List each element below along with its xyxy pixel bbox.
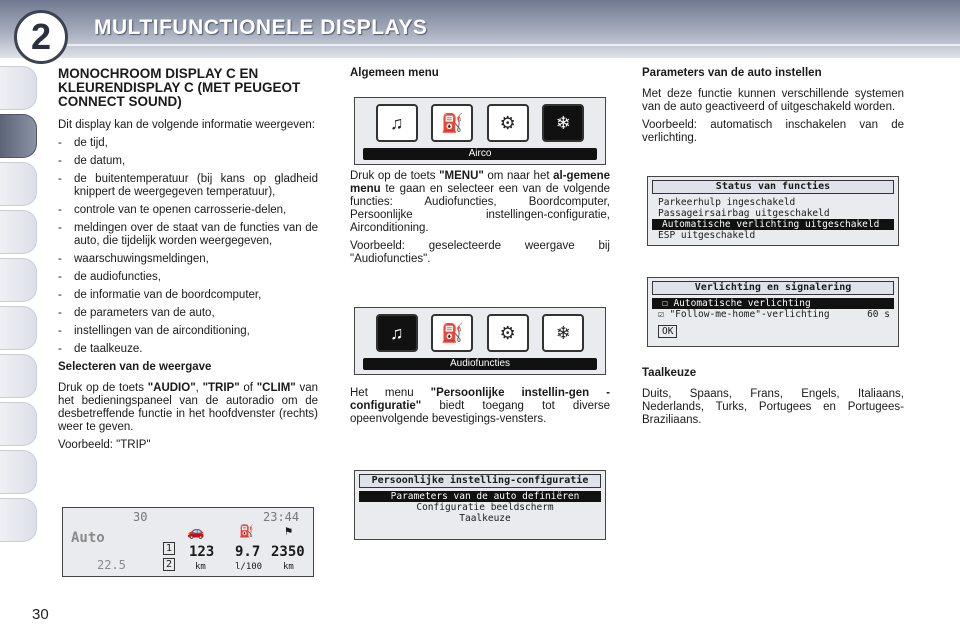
auto-label: Auto (71, 530, 105, 546)
example-audio-text: Voorbeeld: geselecteerde weergave bij "Audiofuncties". (350, 240, 610, 265)
info-list (58, 137, 318, 356)
value-3: 2350 (271, 544, 305, 560)
config-row: Configuratie beeldscherm (416, 502, 554, 513)
middle-text-2 (350, 387, 610, 431)
audio-icon: ♫ (376, 104, 418, 142)
info-list-item: - de audiofuncties, (58, 271, 318, 284)
value-1: 123 (189, 544, 215, 560)
vehicle-params-heading: Parameters van de auto instellen (642, 67, 822, 79)
chapter-tab[interactable] (0, 258, 37, 302)
info-list-item: - de datum, (58, 155, 318, 168)
language-section (642, 367, 904, 432)
lighting-title: Verlichting en signalering (652, 281, 894, 295)
header-line (60, 44, 960, 46)
example-text: Voorbeeld: "TRIP" (58, 439, 151, 451)
chapter-tab[interactable] (0, 498, 37, 542)
trip-computer-icon: ⛽ (431, 104, 473, 142)
info-list-item: - de tijd, (58, 137, 318, 150)
chapter-tabs (0, 66, 38, 546)
left-column (58, 67, 318, 457)
temp-value: 30 (133, 510, 148, 524)
trip-display-screen (62, 507, 314, 577)
chapter-number: 2 (14, 10, 68, 64)
menu-instruction: Druk op de toets "MENU" om naar het al-gemene menu te gaan en selecteer een van de volgende functies: Audiofuncties, Boordcomputer, Persoonlijke instellingen-configuratie, Airconditioning. (350, 170, 610, 234)
config-row: Taalkeuze (459, 513, 511, 524)
status-row: Parkeerhulp ingeschakeld (658, 197, 796, 208)
middle-text (350, 170, 610, 271)
info-list-item: - waarschuwingsmeldingen, (58, 253, 318, 266)
vehicle-params-text: Met deze functie kunnen verschillende systemen van de auto geactiveerd of uitgeschakeld worden. (642, 88, 904, 113)
unit-3: km (283, 562, 294, 572)
audio-icon: ♫ (376, 314, 418, 352)
chapter-tab[interactable] (0, 210, 37, 254)
vehicle-params-example: Voorbeeld: automatisch inschakelen van de verlichting. (642, 119, 904, 144)
language-text: Duits, Spaans, Frans, Engels, Italiaans, Nederlands, Turks, Portugees en Portugees-Braziliaans. (642, 388, 904, 426)
section-heading: MONOCHROOM DISPLAY C EN KLEURENDISPLAY C (MET PEUGEOT CONNECT SOUND) (58, 66, 301, 109)
outside-temp: 22.5 (97, 558, 126, 572)
right-column (642, 67, 904, 150)
chapter-tab[interactable] (0, 354, 37, 398)
airco-icon: ❄ (542, 104, 584, 142)
value-2: 9.7 (235, 544, 261, 560)
chapter-tab[interactable] (0, 402, 37, 446)
airco-label: Airco (363, 148, 597, 160)
info-list-item: - de parameters van de auto, (58, 307, 318, 320)
info-list-item: - de taalkeuze. (58, 343, 318, 356)
general-menu-heading: Algemeen menu (350, 67, 439, 79)
flag-icon: ⚑ (285, 524, 293, 538)
airco-menu-screen (354, 97, 606, 165)
settings-icon: ⚙ (487, 104, 529, 142)
middle-column (350, 67, 610, 88)
info-list-item: - de informatie van de boordcomputer, (58, 289, 318, 302)
audio-menu-screen (354, 307, 606, 375)
lighting-screen (647, 277, 899, 347)
airco-icon: ❄ (542, 314, 584, 352)
audio-label: Audiofuncties (363, 358, 597, 370)
status-title: Status van functies (652, 180, 894, 194)
info-list-item: - meldingen over de staat van de functies van de auto, die tijdelijk worden weergegeven, (58, 222, 318, 248)
page-header (0, 0, 960, 58)
chapter-tab[interactable] (0, 162, 37, 206)
intro-text: Dit display kan de volgende informatie weergeven: (58, 119, 315, 131)
select-text: Druk op de toets "AUDIO", "TRIP" of "CLIM" van het bedieningspaneel van de autoradio om de desbetreffende functie in het hoofdvenster (rechts) weer te geven. (58, 382, 319, 433)
settings-icon: ⚙ (487, 314, 529, 352)
chapter-tab-active[interactable] (0, 114, 37, 158)
chapter-tab[interactable] (0, 66, 37, 110)
lighting-row: ☑ "Follow-me-home"-verlichting 60 s (658, 309, 890, 320)
status-functions-screen (647, 176, 899, 246)
trip-computer-icon: ⛽ (431, 314, 473, 352)
personal-config-screen (354, 470, 606, 540)
status-row: Automatische verlichting uitgeschakeld (652, 219, 894, 230)
trip-number-1: 1 (163, 542, 175, 555)
time-value: 23:44 (263, 510, 300, 524)
checkbox-icon: ☐ (662, 298, 674, 309)
info-list-item: - de buitentemperatuur (bij kans op gladheid knippert de weergegeven temperatuur), (58, 173, 318, 199)
timer-value: 60 (867, 309, 879, 320)
checkbox-checked-icon: ☑ (658, 309, 670, 320)
unit-1: km (195, 562, 206, 572)
status-row: ESP uitgeschakeld (658, 230, 756, 241)
fuel-icon: ⛽ (239, 524, 254, 538)
trip-number-2: 2 (163, 558, 175, 571)
personal-menu-text: Het menu "Persoonlijke instellin-gen - configuratie" biedt toegang tot diverse opeenvolgende bevestigings-vensters. (350, 387, 610, 425)
config-row: Parameters van de auto definiëren (359, 491, 601, 502)
chapter-tab[interactable] (0, 450, 37, 494)
page-number: 30 (32, 606, 49, 623)
info-list-item: - controle van te openen carrosserie-delen, (58, 204, 318, 217)
car-icon: 🚗 (187, 524, 205, 540)
personal-config-title: Persoonlijke instelling-configuratie (359, 474, 601, 488)
lighting-row: ☐ Automatische verlichting (652, 298, 894, 309)
ok-button: OK (648, 326, 898, 337)
language-heading: Taalkeuze (642, 367, 697, 379)
select-heading: Selecteren van de weergave (58, 361, 212, 373)
unit-2: l/100 (235, 562, 263, 572)
chapter-tab[interactable] (0, 306, 37, 350)
status-row: Passageirsairbag uitgeschakeld (658, 208, 830, 219)
info-list-item: - instellingen van de airconditioning, (58, 325, 318, 338)
page-title: MULTIFUNCTIONELE DISPLAYS (94, 16, 428, 39)
